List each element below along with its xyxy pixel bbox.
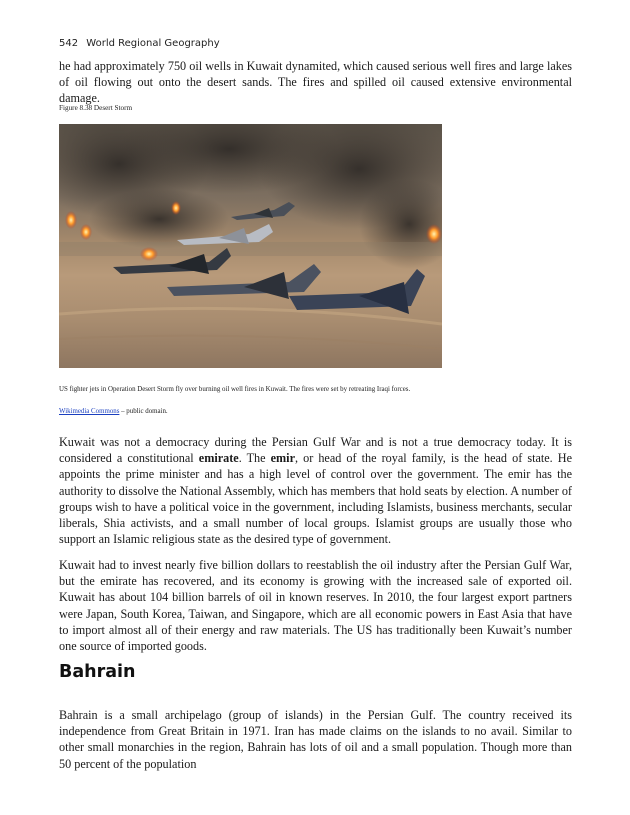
kuwait-government-paragraph	[59, 434, 572, 547]
paragraph-text: Kuwait was not a democracy during the Persian Gulf War and is not a true democracy today. It is considered a constitutional	[59, 435, 572, 466]
section-heading-bahrain: Bahrain	[59, 662, 136, 682]
page-header	[59, 38, 220, 49]
paragraph-text: , or head of the royal family, is the head of state. He appoints the prime minister and has a high level of control over the government. The emir has the authority to dissolve the National Assembly, which has members that hold seats by election. A number of groups wish to have a political voice in the government, including Islamists, business merchants, secular liberals, Shia activists, and a small number of local groups. Islamist groups are usually those who support an Islamic religious state as the desired type of government.	[59, 451, 572, 547]
paragraph-text: . The	[238, 451, 271, 466]
intro-paragraph: he had approximately 750 oil wells in Kuwait dynamited, which caused serious well fires and large lakes of oil flowing out onto the desert sands. The fires and spilled oil caused extensive environmental damage.	[59, 59, 572, 106]
desert-storm-photo	[59, 124, 442, 368]
term-emir: emir	[270, 451, 295, 466]
page-number: 542	[59, 38, 79, 49]
figure-credit	[59, 408, 168, 415]
figure-label: Figure 8.38 Desert Storm	[59, 104, 133, 112]
book-title: World Regional Geography	[86, 38, 220, 49]
wikimedia-commons-link[interactable]: Wikimedia Commons	[59, 408, 120, 415]
bahrain-paragraph: Bahrain is a small archipelago (group of islands) in the Persian Gulf. The country received its independence from Great Britain in 1971. Iran has made claims on the islands to no avail. Similar to other small monarchies in the region, Bahrain has lots of oil and a small population. Though more than 50 percent of the population	[59, 708, 572, 771]
figure-image	[59, 124, 442, 368]
credit-license: – public domain.	[119, 408, 168, 415]
kuwait-economy-paragraph: Kuwait had to invest nearly five billion dollars to reestablish the oil industry after the Persian Gulf War, but the emirate has recovered, and its economy is growing with the increased sale of exported oil. Kuwait has about 104 billion barrels of oil in known reserves. In 2010, the four largest export partners were Japan, South Korea, Taiwan, and Singapore, which are all economic powers in East Asia that have to import almost all of their energy and raw materials. The US has traditionally been Kuwait’s number one source of imported goods.	[59, 558, 572, 654]
figure-description: US fighter jets in Operation Desert Storm fly over burning oil well fires in Kuwait. The fires were set by retreating Iraqi forces.	[59, 386, 411, 393]
term-emirate: emirate	[198, 451, 239, 466]
